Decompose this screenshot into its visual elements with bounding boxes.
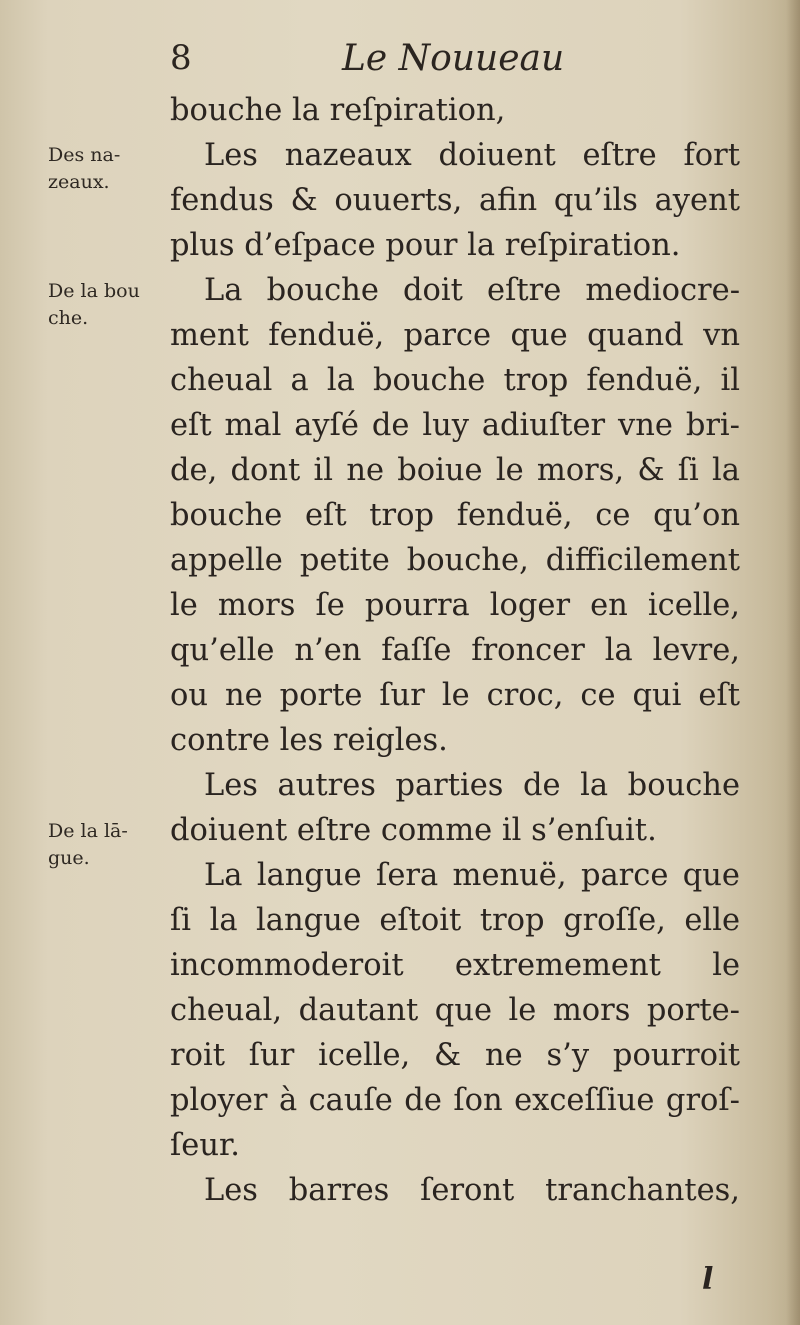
page-edge-shadow (786, 0, 800, 1325)
margin-note-line: De la lā- (48, 820, 128, 842)
text-line: ment fenduë, parce que quand vn (170, 318, 740, 353)
margin-note-nazeaux (48, 142, 173, 196)
text-line: roit ſur icelle, & ne s’y pourroit (170, 1038, 740, 1073)
text-line: eſt mal ayſé de luy adiuſter vne bri- (170, 408, 740, 443)
text-line: incommoderoit extremement le (170, 948, 740, 983)
margin-note-line: gue. (48, 847, 90, 869)
text-line: doiuent eſtre comme il s’enſuit. (170, 813, 657, 848)
text-line: ſeur. (170, 1128, 240, 1163)
text-line: ployer à cauſe de ſon exceſſiue groſ- (170, 1083, 740, 1118)
text-line: contre les reigles. (170, 723, 448, 758)
paragraph-start-line: Les nazeaux doiuent eſtre fort (204, 138, 740, 173)
text-line: cheual a la bouche trop fenduë, il (170, 363, 740, 398)
page-number: 8 (170, 38, 192, 78)
paragraph-start-line: La bouche doit eſtre mediocre- (204, 273, 740, 308)
catchword: l (702, 1262, 714, 1297)
text-line: ou ne porte ſur le croc, ce qui eſt (170, 678, 740, 713)
margin-note-line: che. (48, 307, 89, 329)
text-line: appelle petite bouche, difficilement (170, 543, 740, 578)
paragraph-start-line: Les barres ſeront tranchantes, (204, 1173, 740, 1208)
text-line: de, dont il ne boiue le mors, & ſi la (170, 453, 740, 488)
text-line: bouche la reſpiration, (170, 93, 506, 128)
margin-note-bouche (48, 278, 173, 332)
text-line: fendus & ouuerts, afin qu’ils ayent (170, 183, 740, 218)
text-line: ſi la langue eſtoit trop groſſe, elle (170, 903, 740, 938)
text-line: bouche eſt trop fenduë, ce qu’on (170, 498, 740, 533)
margin-note-line: De la bou (48, 280, 140, 302)
margin-note-line: Des na- (48, 144, 121, 166)
body-text (170, 88, 740, 1213)
paragraph-start-line: La langue ſera menuë, parce que (204, 858, 740, 893)
text-line: cheual, dautant que le mors porte- (170, 993, 740, 1028)
text-line: qu’elle n’en faſſe froncer la levre, (170, 633, 740, 668)
text-line: le mors ſe pourra loger en icelle, (170, 588, 740, 623)
margin-note-langue (48, 818, 173, 872)
paragraph-start-line: Les autres parties de la bouche (204, 768, 740, 803)
running-title: Le Nouueau (342, 38, 565, 79)
page-header (0, 38, 800, 88)
margin-note-line: zeaux. (48, 171, 110, 193)
text-line: plus d’eſpace pour la reſpiration. (170, 228, 681, 263)
